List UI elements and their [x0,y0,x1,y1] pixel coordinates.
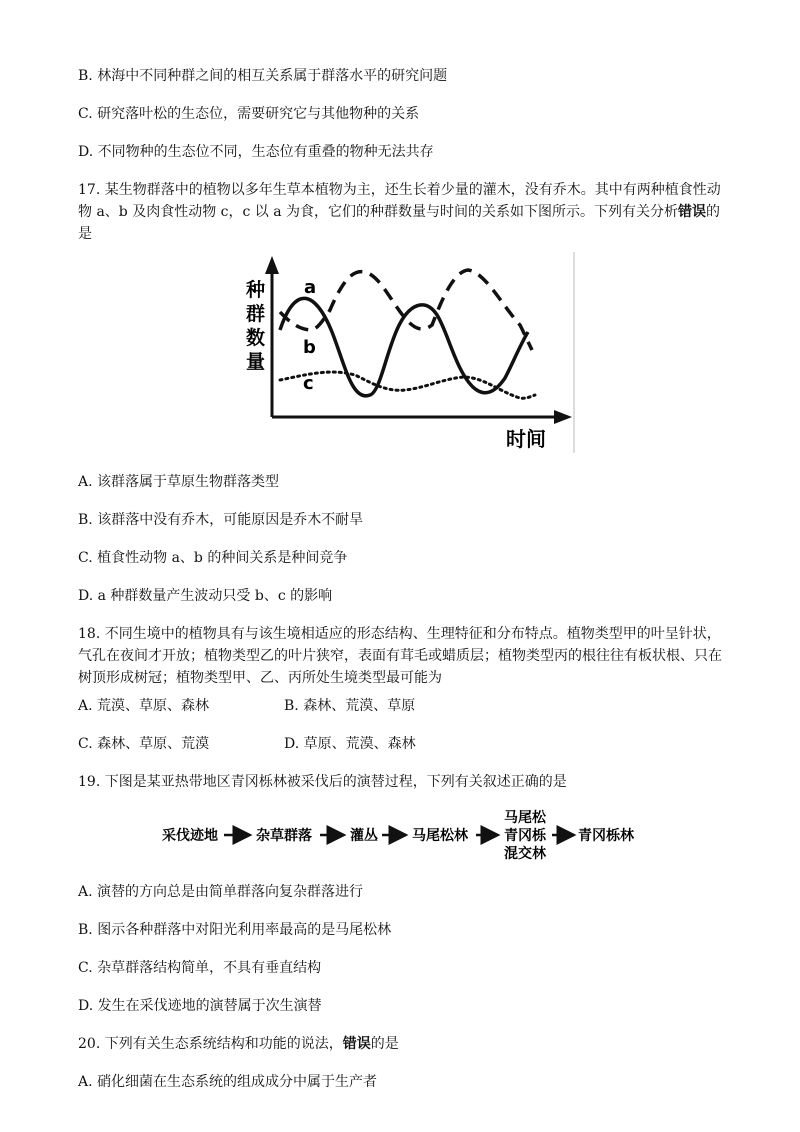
q20-stem-end: 的是 [370,1036,399,1052]
q17-option-b: B. 该群落中没有乔木，可能原因是乔木不耐旱 [78,512,364,528]
q17-option-d: D. a 种群数量产生波动只受 b、c 的影响 [78,588,333,604]
q18-stem-line3: 树顶形成树冠；植物类型甲、乙、丙所处生境类型最可能为 [78,670,442,686]
q18-option-b: B. 森林、荒漠、草原 [284,698,416,714]
q19-option-a: A. 演替的方向总是由简单群落向复杂群落进行 [78,884,364,900]
q17-stem-line2 [78,202,720,222]
curve-b [280,270,532,350]
flow-node-4: 马尾松林 [412,828,468,844]
q20-emphasis-wrong: 错误 [342,1036,371,1052]
y-axis-arrow [265,256,279,274]
q20-stem-text: 20. 下列有关生态系统结构和功能的说法， [78,1036,343,1052]
population-time-chart [240,250,580,455]
x-axis-arrow [554,410,572,424]
q17-stem-end: 的 [706,204,721,220]
succession-flow-diagram [162,808,642,864]
flow-node-1: 采伐迹地 [162,828,218,844]
q16-option-c: C. 研究落叶松的生态位，需要研究它与其他物种的关系 [78,106,420,122]
flow-node-2: 杂草群落 [256,828,312,844]
y-axis-label-char3: 数 [246,327,266,349]
y-axis-label-char2: 群 [246,303,266,325]
q17-option-a: A. 该群落属于草原生物群落类型 [78,474,280,490]
q17-stem-line3: 是 [78,226,92,242]
q17-stem-text: 物 a、b 及肉食性动物 c，c 以 a 为食，它们的种群数量与时间的关系如下图所示。下列有关分析 [78,204,679,220]
flow-node-5-line3: 混交林 [504,846,546,862]
q19-option-b: B. 图示各种群落中对阳光利用率最高的是马尾松林 [78,922,392,938]
q19-stem: 19. 下图是某亚热带地区青冈栎林被采伐后的演替过程，下列有关叙述正确的是 [78,774,567,790]
label-a: a [304,277,317,298]
flow-node-6: 青冈栎林 [578,828,634,844]
q19-option-d: D. 发生在采伐迹地的演替属于次生演替 [78,998,322,1014]
q18-option-d: D. 草原、荒漠、森林 [284,736,416,752]
x-axis-label: 时间 [506,427,546,451]
q19-option-c: C. 杂草群落结构简单，不具有垂直结构 [78,960,322,976]
q20-stem [78,1034,399,1054]
q18-option-c: C. 森林、草原、荒漠 [78,736,210,752]
q18-stem-line2: 气孔在夜间才开放；植物类型乙的叶片狭窄，表面有茸毛或蜡质层；植物类型丙的根往往有板状根、只在 [78,648,722,664]
flow-node-5-line2: 青冈栎 [504,828,546,844]
curve-c [280,372,535,398]
q17-stem-line1: 17. 某生物群落中的植物以多年生草本植物为主，还生长着少量的灌木，没有乔木。其中有两种植食性动 [78,182,721,198]
y-axis-label-char1: 种 [246,279,266,301]
flow-node-3: 灌丛 [350,828,378,844]
q16-option-d: D. 不同物种的生态位不同，生态位有重叠的物种无法共存 [78,144,434,160]
q18-stem-line1: 18. 不同生境中的植物具有与该生境相适应的形态结构、生理特征和分布特点。植物类型甲的叶呈针状， [78,626,721,642]
q16-option-b: B. 林海中不同种群之间的相互关系属于群落水平的研究问题 [78,68,448,84]
y-axis-label-char4: 量 [246,351,266,373]
curve-a [280,298,528,396]
q17-option-c: C. 植食性动物 a、b 的种间关系是种间竞争 [78,550,348,566]
label-b: b [303,337,316,358]
flow-node-5-line1: 马尾松 [504,810,546,826]
q18-option-a: A. 荒漠、草原、森林 [78,698,210,714]
q17-emphasis-wrong: 错误 [678,204,707,220]
label-c: c [303,373,314,394]
q20-option-a: A. 硝化细菌在生态系统的组成成分中属于生产者 [78,1074,378,1090]
